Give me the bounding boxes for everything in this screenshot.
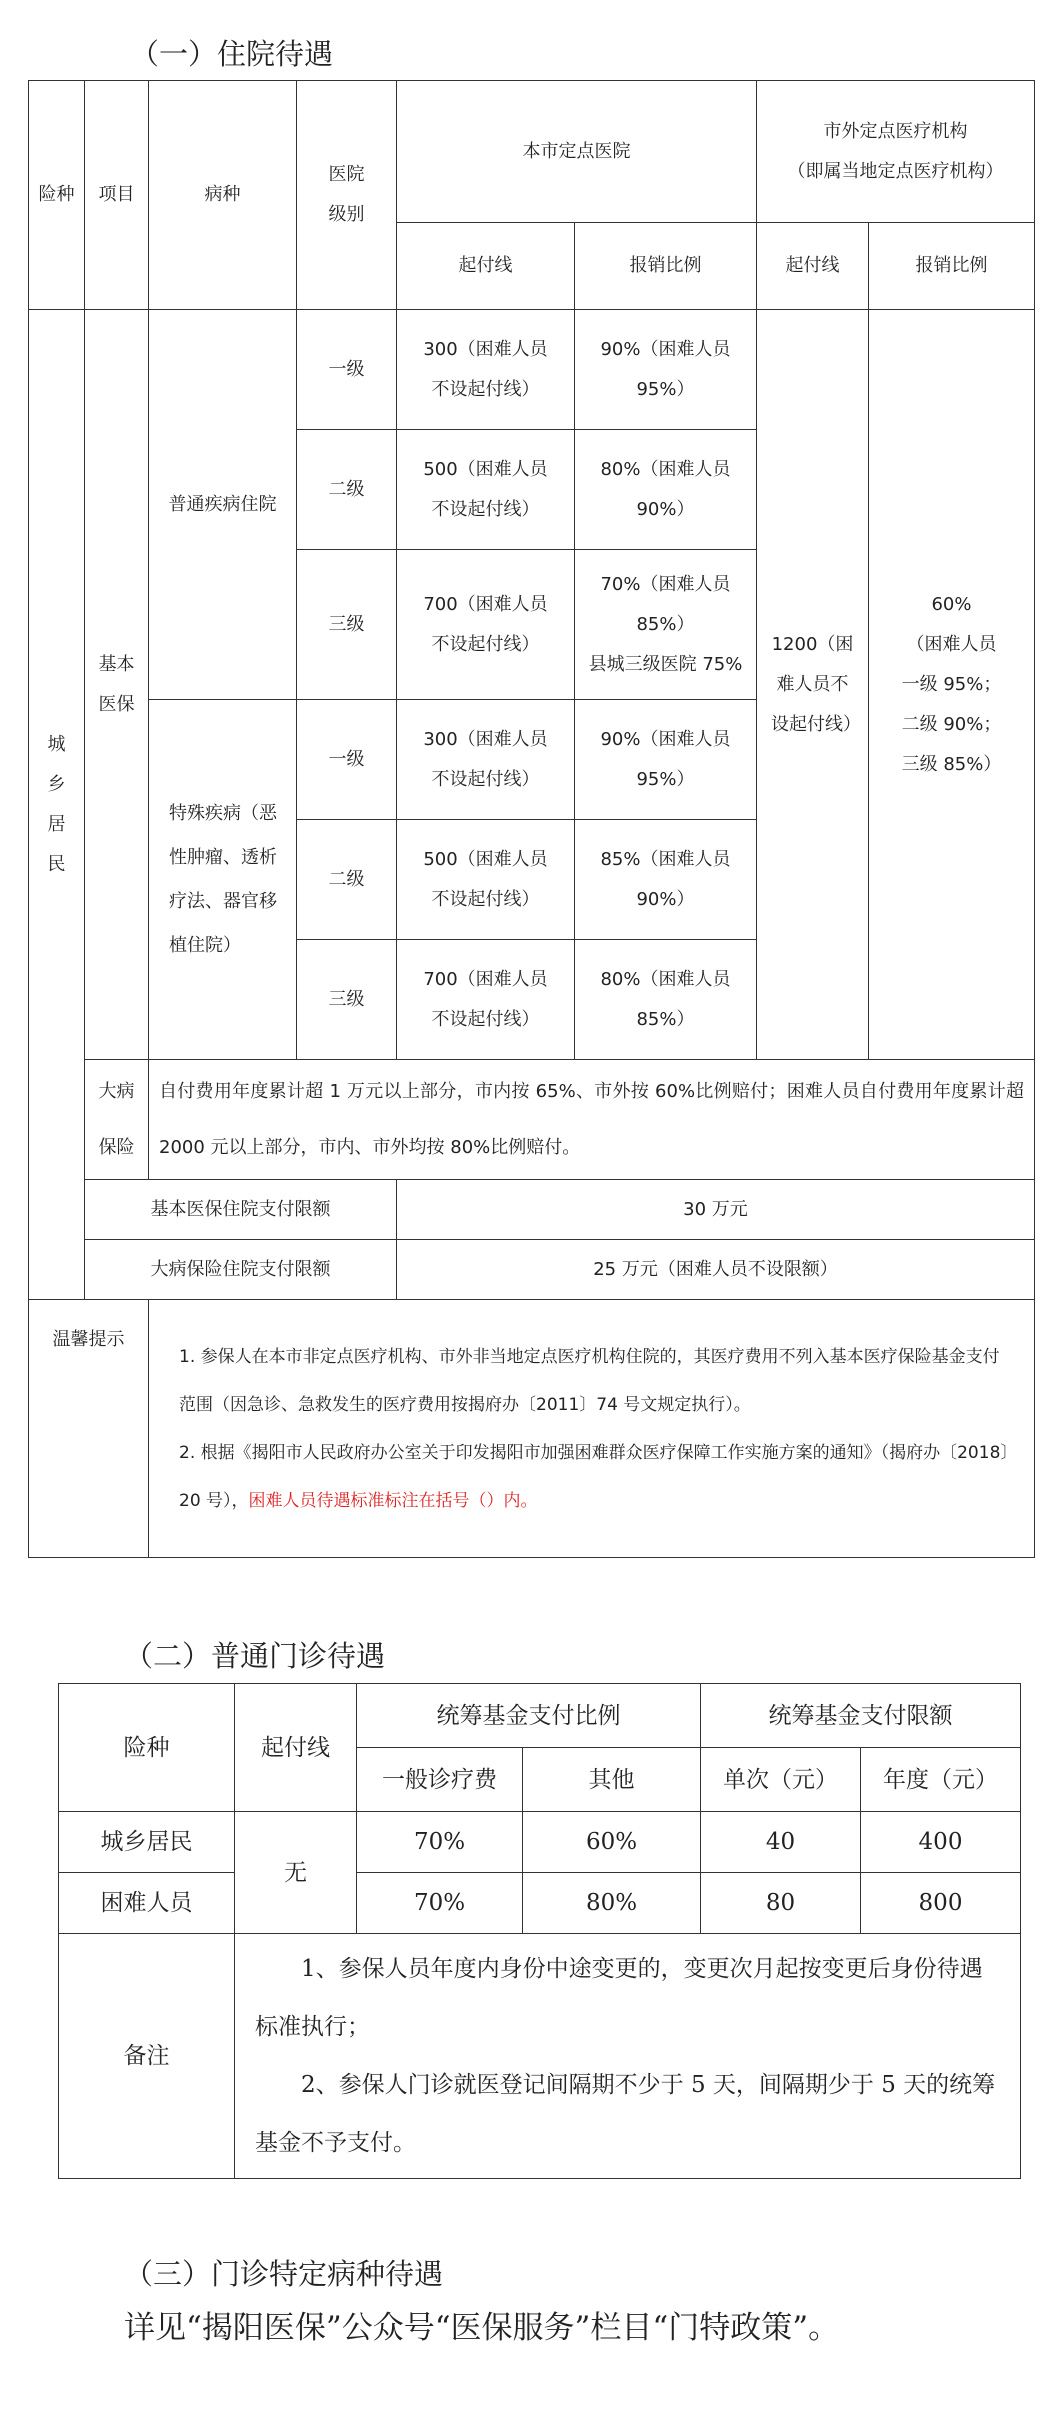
- row-annual: 800: [861, 1873, 1021, 1934]
- serious-illness-label: 大病保险: [85, 1060, 149, 1180]
- outside-ratio-cell: [869, 310, 1035, 1060]
- outside-ratio-line: 三级 85%）: [901, 753, 1002, 775]
- ratio-cell: 80%（困难人员 85%）: [575, 940, 757, 1060]
- header-general-fee: 一般诊疗费: [357, 1748, 523, 1812]
- header-disease: 病种: [149, 81, 297, 310]
- row-other: 80%: [523, 1873, 701, 1934]
- tip-2: [179, 1429, 1012, 1525]
- tip-1: 1. 参保人在本市非定点医疗机构、市外非当地定点医疗机构住院的，其医疗费用不列入基本医疗保险基金支付范围（因急诊、急救发生的医疗费用按揭府办〔2011〕74 号文规定执行）。: [179, 1346, 1000, 1415]
- header-hospital-level: 医院级别: [297, 81, 397, 310]
- special-disease-label: 特殊疾病（恶性肿瘤、透析疗法、器官移植住院）: [149, 700, 297, 1060]
- outside-ratio-line: 二级 90%；: [901, 713, 1002, 735]
- outside-ratio-line: （困难人员: [906, 633, 997, 655]
- row-single: 40: [701, 1812, 861, 1873]
- row-general: 70%: [357, 1812, 523, 1873]
- outside-ratio-line: 一级 95%；: [901, 673, 1002, 695]
- header-single: 单次（元）: [701, 1748, 861, 1812]
- level-cell: 一级: [297, 700, 397, 820]
- notes-label: 备注: [59, 1934, 235, 2179]
- header-fund-ratio: 统筹基金支付比例: [357, 1684, 701, 1748]
- outside-ratio-line: 60%: [931, 593, 972, 615]
- basic-insurance-label: 基本医保: [85, 310, 149, 1060]
- section3-title: （三）门诊特定病种待遇: [124, 2257, 444, 2291]
- row-type: 困难人员: [59, 1873, 235, 1934]
- row-annual: 400: [861, 1812, 1021, 1873]
- header-fund-limit: 统筹基金支付限额: [701, 1684, 1021, 1748]
- ratio-cell: 85%（困难人员 90%）: [575, 820, 757, 940]
- section3-text: 详见“揭阳医保”公众号“医保服务”栏目“门特政策”。: [124, 2310, 840, 2346]
- threshold-cell: 500（困难人员不设起付线）: [397, 820, 575, 940]
- header-insurance-type: 险种: [59, 1684, 235, 1812]
- inpatient-table: [28, 80, 1035, 1558]
- header-insurance-type: 险种: [29, 81, 85, 310]
- threshold-cell: 500（困难人员不设起付线）: [397, 430, 575, 550]
- level-cell: 一级: [297, 310, 397, 430]
- threshold-cell: 700（困难人员不设起付线）: [397, 940, 575, 1060]
- tips-label: 温馨提示: [29, 1300, 149, 1558]
- ratio-cell: 80%（困难人员 90%）: [575, 430, 757, 550]
- threshold-cell: 700（困难人员不设起付线）: [397, 550, 575, 700]
- outside-threshold-cell: 1200（困难人员不设起付线）: [757, 310, 869, 1060]
- section2-title: （二）普通门诊待遇: [124, 1639, 386, 1673]
- section1-title: （一）住院待遇: [130, 37, 334, 71]
- header-threshold: 起付线: [235, 1684, 357, 1812]
- header-outside-ratio: 报销比例: [869, 223, 1035, 310]
- header-other: 其他: [523, 1748, 701, 1812]
- level-cell: 二级: [297, 820, 397, 940]
- outpatient-table: [58, 1683, 1021, 2179]
- row-other: 60%: [523, 1812, 701, 1873]
- threshold-value: 无: [235, 1812, 357, 1934]
- header-annual: 年度（元）: [861, 1748, 1021, 1812]
- header-local-threshold: 起付线: [397, 223, 575, 310]
- serious-limit-value: 25 万元（困难人员不设限额）: [397, 1240, 1035, 1300]
- ratio-cell: 90%（困难人员 95%）: [575, 310, 757, 430]
- row-type: 城乡居民: [59, 1812, 235, 1873]
- outside-institution-note: （即属当地定点医疗机构）: [787, 160, 1004, 182]
- basic-limit-label: 基本医保住院支付限额: [85, 1180, 397, 1240]
- tip-2-text: 2. 根据《揭阳市人民政府办公室关于印发揭阳市加强困难群众医疗保障工作实施方案的通知》（揭府办〔2018〕20 号），: [179, 1442, 1009, 1511]
- threshold-cell: 300（困难人员不设起付线）: [397, 700, 575, 820]
- header-outside-threshold: 起付线: [757, 223, 869, 310]
- level-cell: 三级: [297, 940, 397, 1060]
- ratio-text: 70%（困难人员 85%）: [600, 573, 731, 635]
- tip-2-red: 困难人员待遇标准标注在括号（）内。: [248, 1490, 538, 1511]
- serious-illness-text: 自付费用年度累计超 1 万元以上部分，市内按 65%、市外按 60%比例赔付；困难人员自付费用年度累计超 2000 元以上部分，市内、市外均按 80%比例赔付。: [149, 1060, 1035, 1180]
- header-local-ratio: 报销比例: [575, 223, 757, 310]
- note-1: 1、参保人员年度内身份中途变更的，变更次月起按变更后身份待遇标准执行；: [255, 1956, 983, 2040]
- threshold-cell: 300（困难人员不设起付线）: [397, 310, 575, 430]
- level-cell: 三级: [297, 550, 397, 700]
- serious-limit-label: 大病保险住院支付限额: [85, 1240, 397, 1300]
- tips-text: [149, 1300, 1035, 1558]
- resident-label: 城乡居民: [29, 310, 85, 1300]
- basic-limit-value: 30 万元: [397, 1180, 1035, 1240]
- ratio-cell: 90%（困难人员 95%）: [575, 700, 757, 820]
- row-single: 80: [701, 1873, 861, 1934]
- header-outside-institution: [757, 81, 1035, 223]
- notes-text: [235, 1934, 1021, 2179]
- outside-institution-label: 市外定点医疗机构: [823, 120, 968, 142]
- row-general: 70%: [357, 1873, 523, 1934]
- general-disease-label: 普通疾病住院: [149, 310, 297, 700]
- ratio-extra: 县城三级医院 75%: [588, 653, 743, 675]
- header-local-hospital: 本市定点医院: [397, 81, 757, 223]
- note-2: 2、参保人门诊就医登记间隔期不少于 5 天，间隔期少于 5 天的统筹基金不予支付。: [255, 2072, 996, 2156]
- ratio-cell: [575, 550, 757, 700]
- level-cell: 二级: [297, 430, 397, 550]
- header-item: 项目: [85, 81, 149, 310]
